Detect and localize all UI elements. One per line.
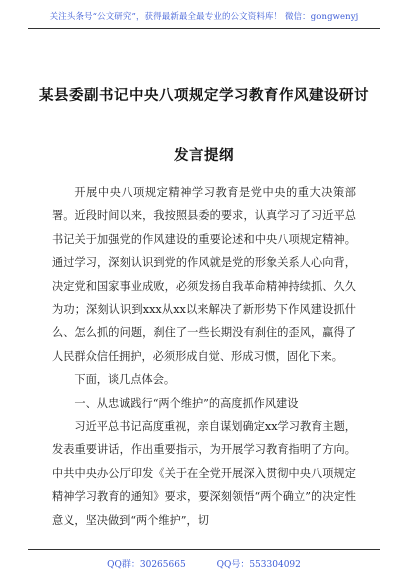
header-divider	[28, 28, 380, 29]
body-paragraph: 下面，谈几点体会。	[74, 373, 176, 387]
footer-qq-group: QQ群：30265665	[107, 560, 186, 570]
footer-qq-number: QQ号：553304092	[216, 560, 301, 570]
document-title: 某县委副书记中央八项规定学习教育作风建设研讨发言提纲	[39, 87, 369, 164]
section-heading: 一、从忠诚践行“两个维护”的高度抓作风建设	[74, 396, 299, 410]
body-paragraph: 开展中央八项规定精神学习教育是党中央的重大决策部署。近段时间以来，我按照县委的要求，认真学习了习近平总书记关于加强党的作风建设的重要论述和中央八项规定精神。通过学习，深刻认识到党的作风就是党的形象关系人心向背，决定党和国家事业成败，必须发扬自我革命精神持续抓、久久为功；深刻认识到xxx从xx以来解决了新形势下作风建设抓什么、怎么抓的问题，刹住了一些长期没有刹住的歪风，赢得了人民群众信任拥护，必须形成自觉、形成习惯，固化下来。	[52, 186, 356, 363]
header-banner: 关注头条号“公文研究”，获得最新最全最专业的公文资料库！ 微信：gongwenyj	[49, 12, 359, 22]
footer-divider	[28, 549, 380, 550]
document-body	[52, 181, 356, 532]
body-paragraph: 习近平总书记高度重视，亲自谋划确定xx学习教育主题，发表重要讲话，作出重要指示，为开展学习教育指明了方向。中共中央办公厅印发《关于在全党开展深入贯彻中央八项规定精神学习教育的通知》要求，要深刻领悟“两个确立”的决定性意义，坚决做到“两个维护”，切	[52, 420, 356, 527]
footer	[0, 557, 408, 570]
